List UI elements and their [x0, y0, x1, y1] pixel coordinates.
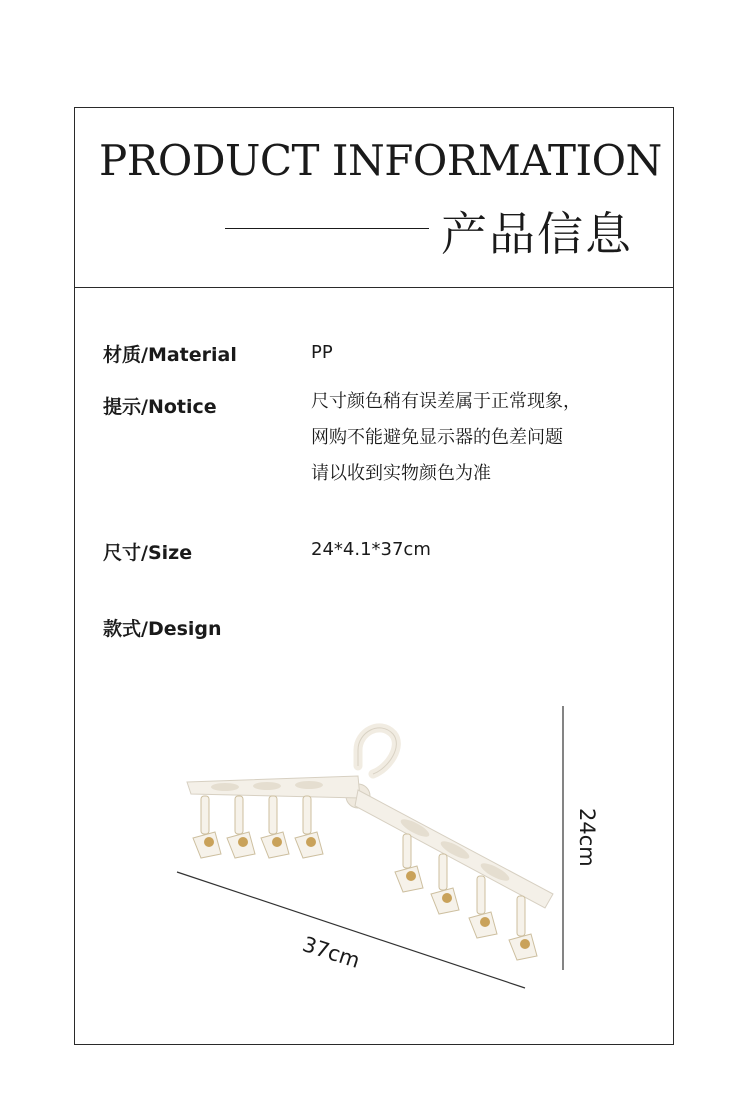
spec-label: 尺寸/Size	[103, 542, 193, 564]
clip	[295, 796, 323, 858]
notice-line: 尺寸颜色稍有误差属于正常现象，	[311, 391, 581, 412]
clip	[431, 854, 459, 914]
clip-group	[193, 796, 537, 960]
title-rule	[225, 228, 429, 229]
clip	[261, 796, 289, 858]
info-frame	[74, 107, 674, 1045]
width-dimension-label: 37cm	[299, 932, 363, 973]
spec-label: 提示/Notice	[103, 396, 217, 418]
clip	[395, 834, 423, 892]
header-divider	[75, 287, 673, 288]
spec-value-notice	[311, 384, 581, 492]
clip	[509, 896, 537, 960]
clip	[469, 876, 497, 938]
clip	[193, 796, 221, 858]
title-english: PRODUCT INFORMATION	[99, 136, 662, 185]
notice-line: 请以收到实物颜色为准	[311, 463, 491, 484]
title-chinese: 产品信息	[441, 207, 633, 261]
height-dimension-label: 24cm	[575, 808, 599, 867]
spec-value: 24*4.1*37cm	[311, 539, 431, 560]
spec-label: 材质/Material	[103, 344, 237, 366]
hanger-illustration	[75, 698, 673, 1038]
spec-label: 款式/Design	[103, 618, 222, 640]
spec-value: PP	[311, 342, 333, 363]
notice-line: 网购不能避免显示器的色差问题	[311, 427, 563, 448]
clip	[227, 796, 255, 858]
